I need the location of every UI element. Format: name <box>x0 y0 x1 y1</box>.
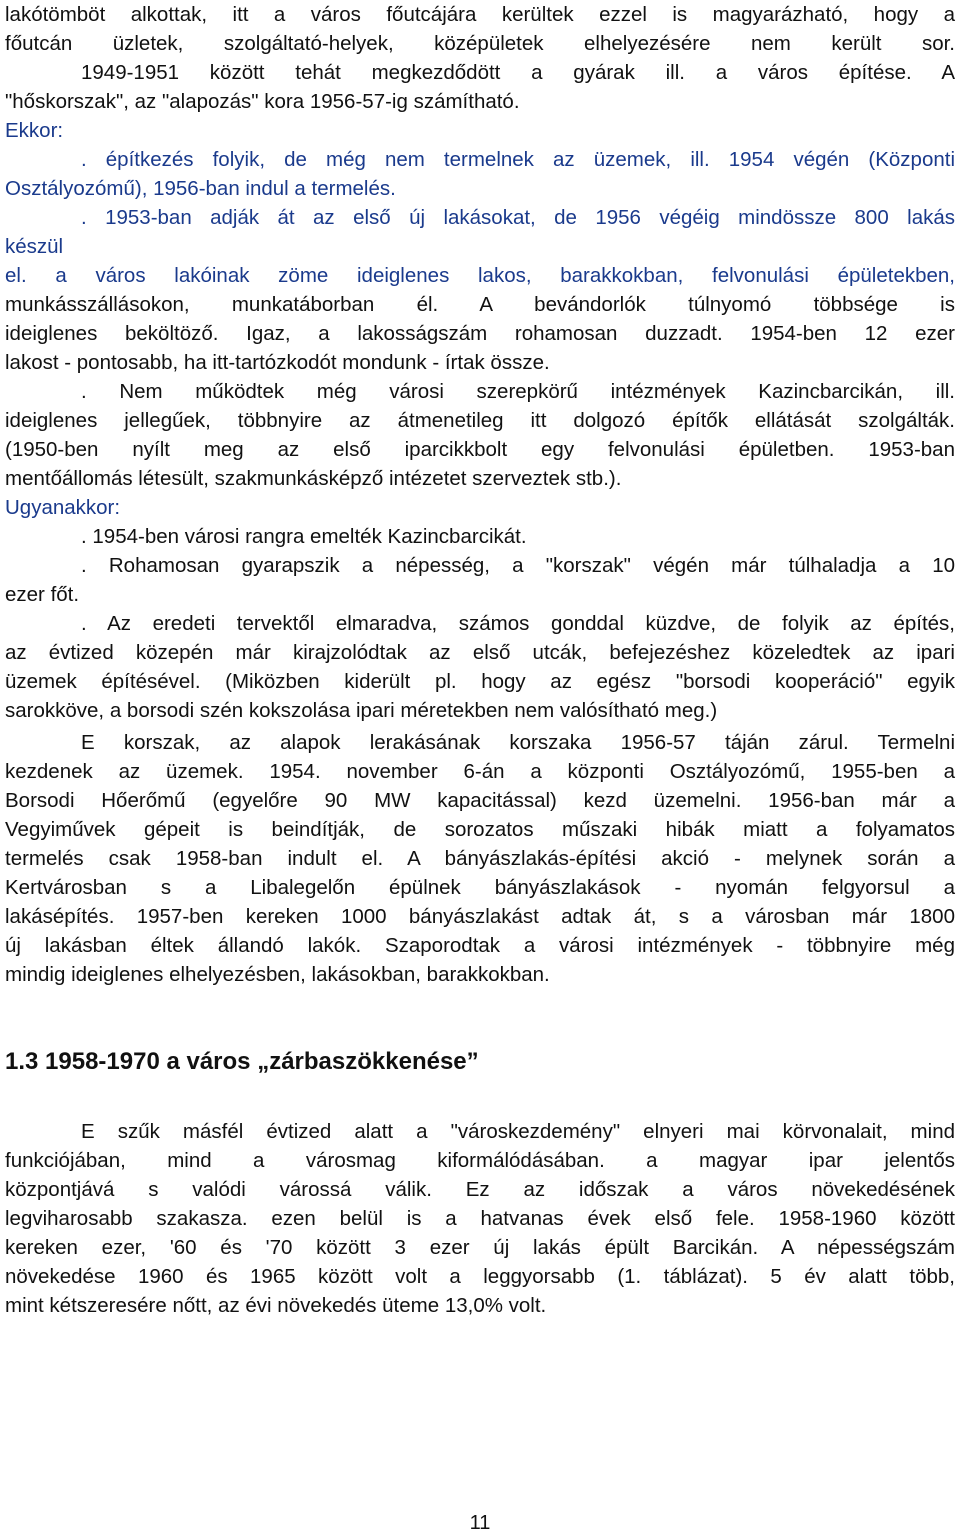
text-line: Borsodi Hőerőmű (egyelőre 90 MW kapacitással) kezd üzemelni. 1956-ban már a <box>5 789 955 812</box>
list-item: . Nem működtek még városi szerepkörű intézmények Kazincbarcikán, ill. <box>81 380 955 403</box>
list-item: készül <box>5 235 64 258</box>
list-item: ezer főt. <box>5 583 80 606</box>
list-item: ideiglenes jellegűek, többnyire az átmenetileg itt dolgozó építők ellátását szolgálták. <box>5 409 955 432</box>
text-line: növekedése 1960 és 1965 között volt a leggyorsabb (1. táblázat). 5 év alatt több, <box>5 1265 955 1288</box>
text-line: lakásépítés. 1957-ben kereken 1000 bányászlakást adtak át, s a városban már 1800 <box>5 905 955 928</box>
text-line: mindig ideiglenes elhelyezésben, lakásokban, barakkokban. <box>5 963 550 986</box>
list-item: . 1953-ban adják át az első új lakásokat, de 1956 végéig mindössze 800 lakás <box>81 206 955 229</box>
text-line: 1949-1951 között tehát megkezdődött a gyárak ill. a város építése. A <box>81 61 955 84</box>
list-item: lakost - pontosabb, ha itt-tartózkodót mondunk - írtak össze. <box>5 351 550 374</box>
list-item: . építkezés folyik, de még nem termelnek az üzemek, ill. 1954 végén (Központi <box>81 148 955 171</box>
text-line: kezdenek az üzemek. 1954. november 6-án a központi Osztályozómű, 1955-ben a <box>5 760 955 783</box>
text-line: mint kétszeresére nőtt, az évi növekedés üteme 13,0% volt. <box>5 1294 547 1317</box>
text-line: "hőskorszak", az "alapozás" kora 1956-57-ig számítható. <box>5 90 520 113</box>
page-number: 11 <box>469 1512 491 1534</box>
text-line: funkciójában, mind a városmag kiformálódásában. a magyar ipar jelentős <box>5 1149 955 1172</box>
list-item: az évtized közepén már kirajzolódtak az első utcák, befejezéshez közeledtek az ipari <box>5 641 955 664</box>
list-item: üzemek építésével. (Miközben kiderült pl. hogy az egész "borsodi kooperáció" egyik <box>5 670 955 693</box>
text-line: lakótömböt alkottak, itt a város főutcájára kerültek ezzel is magyarázható, hogy a <box>5 3 955 26</box>
ugyanakkor-label: Ugyanakkor: <box>5 496 121 519</box>
text-line: központjává s valódi várossá válik. Ez az időszak a város növekedésének <box>5 1178 955 1201</box>
list-item: . 1954-ben városi rangra emelték Kazincbarcikát. <box>81 525 527 548</box>
list-item: . Az eredeti tervektől elmaradva, számos gonddal küzdve, de folyik az építés, <box>81 612 955 635</box>
text-line: kereken ezer, '60 és '70 között 3 ezer új lakás épült Barcikán. A népességszám <box>5 1236 955 1259</box>
list-item: mentőállomás létesült, szakmunkásképző intézetet szerveztek stb.). <box>5 467 622 490</box>
text-line: E korszak, az alapok lerakásának korszaka 1956-57 táján zárul. Termelni <box>81 731 955 754</box>
list-item: munkásszállásokon, munkatáborban él. A bevándorlók túlnyomó többsége is <box>5 293 955 316</box>
text-line: új lakásban éltek állandó lakók. Szaporodtak a városi intézmények - többnyire még <box>5 934 955 957</box>
text-line: főutcán üzletek, szolgáltató-helyek, középületek elhelyezésére nem került sor. <box>5 32 955 55</box>
list-item: el. a város lakóinak zöme ideiglenes lakos, barakkokban, felvonulási épületekben, <box>5 264 955 287</box>
list-item: ideiglenes beköltöző. Igaz, a lakosságszám rohamosan duzzadt. 1954-ben 12 ezer <box>5 322 955 345</box>
section-heading: 1.3 1958-1970 a város „zárbaszökkenése” <box>5 1048 479 1075</box>
text-line: E szűk másfél évtized alatt a "városkezdemény" elnyeri mai körvonalait, mind <box>81 1120 955 1143</box>
list-item: sarokköve, a borsodi szén kokszolása ipari méretekben nem valósítható meg.) <box>5 699 718 722</box>
ekkor-label: Ekkor: <box>5 119 64 142</box>
text-line: termelés csak 1958-ban indult el. A bányászlakás-építési akció - melynek során a <box>5 847 955 870</box>
text-line: Vegyiművek gépeit is beindítják, de sorozatos műszaki hibák miatt a folyamatos <box>5 818 955 841</box>
list-item: (1950-ben nyílt meg az első iparcikkbolt egy felvonulási épületben. 1953-ban <box>5 438 955 461</box>
text-line: legviharosabb szakasza. ezen belül is a hatvanas évek első fele. 1958-1960 között <box>5 1207 955 1230</box>
list-item: . Rohamosan gyarapszik a népesség, a "korszak" végén már túlhaladja a 10 <box>81 554 955 577</box>
text-line: Kertvárosban s a Libalegelőn épülnek bányászlakások - nyomán felgyorsul a <box>5 876 955 899</box>
list-item: Osztályozómű), 1956-ban indul a termelés. <box>5 177 396 200</box>
